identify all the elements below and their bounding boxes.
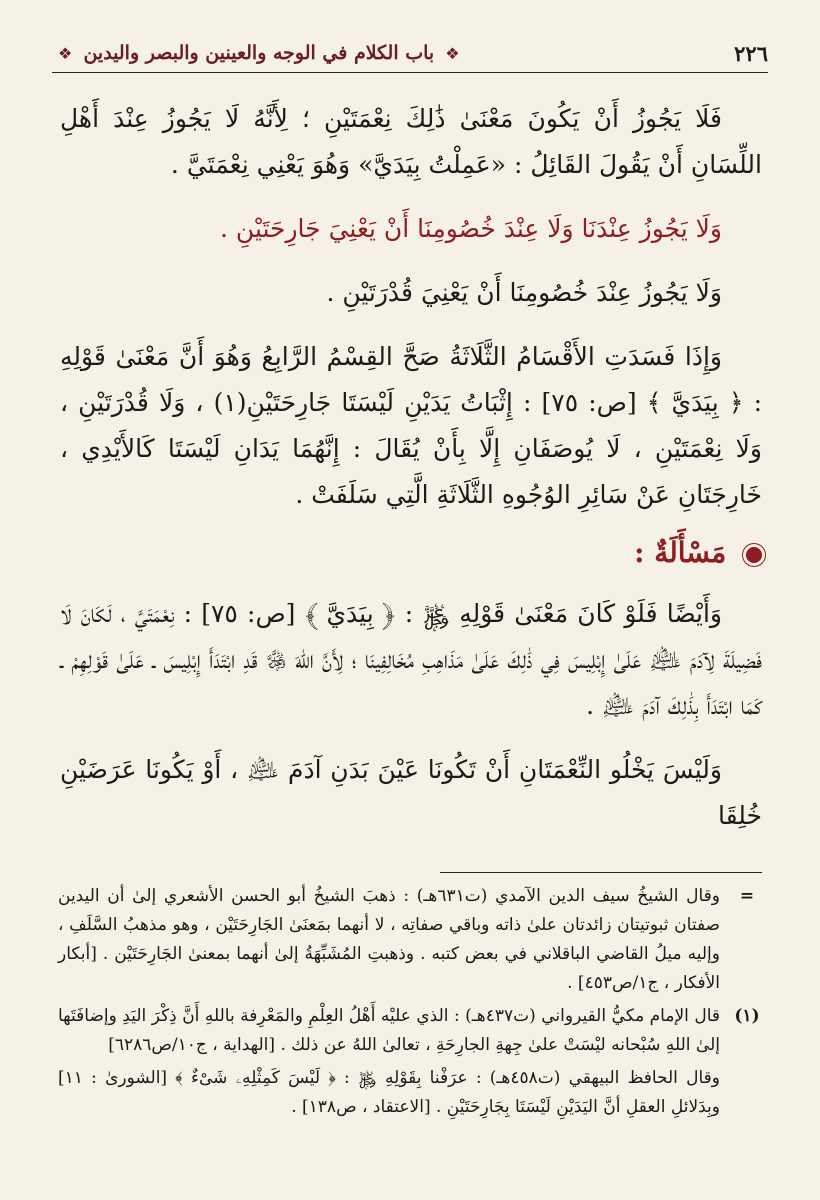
ornament-icon: ❖: [58, 44, 73, 63]
paragraph: وَلَا يَجُوزُ عِنْدَنَا وَلَا عِنْدَ خُصُومِنَا أَنْ يَعْنِيَ جَارِحَتَيْنِ .: [220, 214, 722, 243]
footnote-mark: =: [739, 886, 755, 906]
rosette-icon: [746, 547, 762, 563]
header-title-group: [52, 42, 466, 64]
footnotes: [58, 882, 762, 1126]
paragraph: وَأَيْضًا فَلَوْ كَانَ مَعْنَىٰ قَوْلِهِ ﷿ : ﴿ بِيَدَيَّ ﴾ [ص: ٧٥] : نِعْمَتَيَّ ، لَكَانَ لَا فَضِيلَةَ لِآدَمَ ﵇ عَلَىٰ إِبْلِيسَ فِي ذَٰلِكَ عَلَىٰ مَذَاهِبِ مُخَالِفِينَا ؛ لِأَنَّ اللهَ ﷿ قَدِ ابْتَدَأَ إِبْلِيسَ ـ عَلَىٰ قَوْلِهِمْ ـ كَمَا ابْتَدَأَ بِذَٰلِكَ آدَمَ ﵇ .: [60, 599, 762, 720]
ornament-icon: ❖: [445, 44, 460, 63]
footnote-mark: (١): [734, 1006, 760, 1026]
running-header: [52, 36, 768, 70]
paragraph: وَلَا يَجُوزُ عِنْدَ خُصُومِنَا أَنْ يَعْنِيَ قُدْرَتَيْنِ .: [326, 278, 722, 307]
section-heading-text: مَسْأَلَةٌ :: [634, 536, 727, 569]
footnote: [58, 1064, 762, 1122]
footnote: [58, 1002, 762, 1060]
footnote: [58, 882, 762, 998]
header-rule: [52, 72, 768, 73]
paragraph: فَلَا يَجُوزُ أَنْ يَكُونَ مَعْنَىٰ ذَٰلِكَ نِعْمَتَيْنِ ؛ لِأَنَّهُ لَا يَجُوزُ عِنْدَ أَهْلِ اللِّسَانِ أَنْ يَقُولَ القَائِلُ : «عَمِلْتُ بِيَدَيَّ» وَهُوَ يَعْنِي نِعْمَتَيَّ .: [60, 104, 762, 179]
main-text: [60, 96, 762, 857]
footnote-mark: [732, 1064, 762, 1122]
paragraph: وَإِذَا فَسَدَتِ الأَقْسَامُ الثَّلَاثَةُ صَحَّ القِسْمُ الرَّابِعُ وَهُوَ أَنَّ مَعْنَىٰ قَوْلِهِ : ﴿ بِيَدَيَّ ﴾ [ص: ٧٥] : إِثْبَاتُ يَدَيْنِ لَيْسَتَا جَارِحَتَيْنِ(١) ، وَلَا قُدْرَتَيْنِ ، وَلَا نِعْمَتَيْنِ ، لَا يُوصَفَانِ إِلَّا بِأَنْ يُقَالَ : إِنَّهُمَا يَدَانِ لَيْسَتَا كَالأَيْدِي ، خَارِجَتَانِ عَنْ سَائِرِ الوُجُوهِ الثَّلَاثَةِ الَّتِي سَلَفَتْ .: [60, 342, 763, 509]
section-heading: [60, 536, 762, 569]
page-number: ٢٢٦: [734, 40, 768, 66]
footnote-rule: [440, 872, 762, 873]
chapter-title: باب الكلام في الوجه والعينين والبصر واليدين: [83, 42, 435, 64]
footnote-text: وقال الحافظ البيهقي (ت٤٥٨هـ) : عرَفْنا بِقَوْلِهِ ﷿ : ﴿ لَيْسَ كَمِثْلِهِۦ شَىْءٌ ﴾ [الشورىٰ : ١١] وبِدَلائلِ العقلِ أنَّ اليَدَيْنِ لَيْسَتَا بِجَارِحَتَيْنِ . [الاعتقاد ، ص١٣٨] .: [58, 1068, 720, 1117]
paragraph: وَلَيْسَ يَخْلُو النِّعْمَتَانِ أَنْ تَكُونَا عَيْنَ بَدَنِ آدَمَ ﵇ ، أَوْ يَكُونَا عَرَضَيْنِ خُلِقَا: [60, 755, 762, 830]
footnote-text: قال الإمام مكيُّ القيرواني (ت٤٣٧هـ) : الذي عليْه أَهْلُ العِلْمِ والمَعْرِفة باللهِ أَنَّ ذِكْرَ اليَدِ وإضافَتَها إلىٰ اللهِ سُبْحانه ليْسَتْ علىٰ جِهةِ الجارِحَةِ ، تعالىٰ اللهُ عن ذلك . [الهداية ، ج١٠/ص٦٢٨٦]: [58, 1006, 721, 1055]
footnote-text: وقال الشيخُ سيف الدين الآمدي (ت٦٣١هـ) : ذهبَ الشيخُ أبو الحسن الأشعري إلىٰ أن اليدين صفتان ثبوتيتان زائدتان علىٰ ذاته وباقي صفاتِه ، لا أنهما بمَعنَىٰ الجَارِحَتَيْن ، وهو مذهبُ السَّلَفِ ، وإليه ميلُ القاضي الباقلاني في بعض كتبه . وذهبتِ المُشَبِّهَةُ إلىٰ أنهما بمعنىٰ الجَارِحَتَيْن . [أبكار الأفكار ، ج١/ص٤٥٣] .: [58, 886, 720, 993]
